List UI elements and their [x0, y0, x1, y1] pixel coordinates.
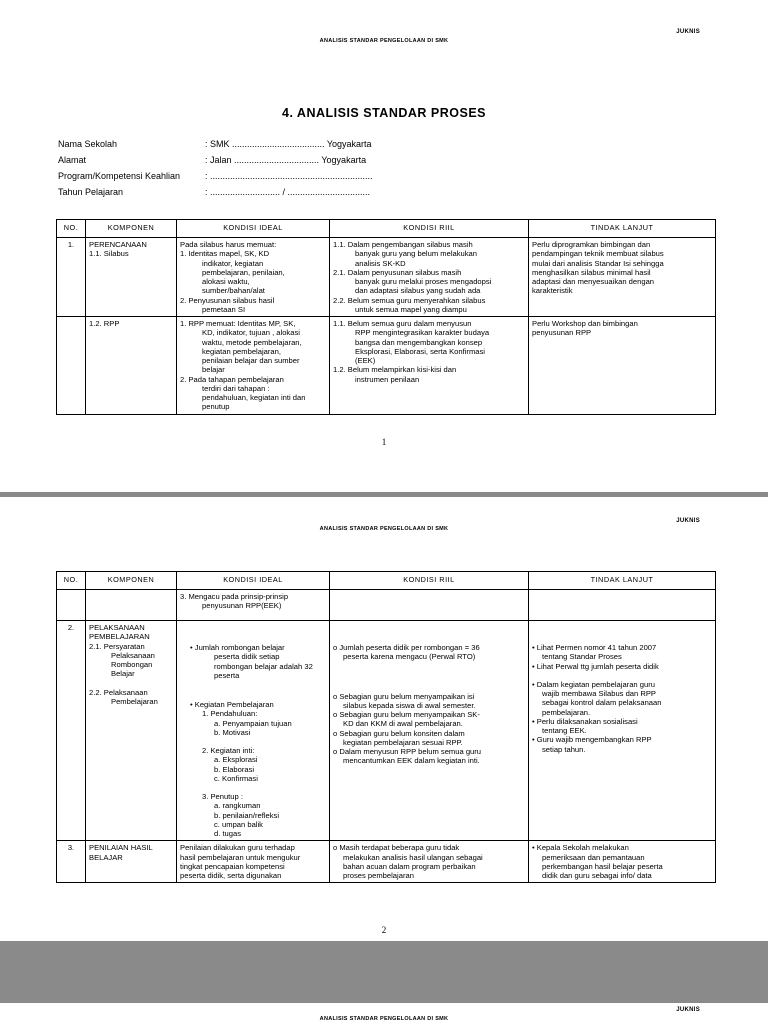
text-line: Pada silabus harus memuat: — [180, 240, 277, 249]
text-line: 1.1. Dalam pengembangan silabus masih — [333, 240, 473, 249]
cell-no — [57, 317, 86, 415]
cell-kondisi-ideal — [177, 841, 330, 883]
text-line: 2. Penyusunan silabus hasil — [180, 295, 275, 305]
table-header-row — [57, 220, 716, 238]
cell-komponen — [86, 841, 177, 883]
text-line: tingkat pencapaian kompetensi — [180, 861, 285, 871]
text-line: Pelaksanaan — [111, 650, 155, 660]
text-line: 2. Pada tahapan pembelajaran — [180, 374, 284, 384]
text-line: b. penilaian/refleksi — [214, 810, 280, 820]
text-line: kegiatan pembelajaran sesuai RPP. — [343, 737, 463, 747]
cell-kondisi-riil — [330, 238, 529, 317]
text-line: 1.1. Belum semua guru dalam menyusun — [333, 319, 472, 328]
text-line: didik dan guru sebagai info/ data — [542, 871, 652, 880]
text-line: 1.1. Silabus — [89, 249, 129, 259]
cell-tindak-lanjut — [529, 841, 716, 883]
text-line: adaptasi dan menyesuaikan dengan — [532, 277, 655, 286]
text-line: PEMBELAJARAN — [89, 632, 150, 642]
text-line: melakukan analisis hasil ulangan sebagai — [343, 852, 483, 862]
table-row — [57, 590, 716, 621]
text-line: 3. Penutup : — [202, 792, 243, 801]
info-value: : ............................ / ................................. — [205, 187, 371, 197]
text-line: hasil pembelajaran untuk mengukur — [180, 852, 301, 862]
spacer — [333, 662, 525, 692]
col-header-no: NO. — [57, 220, 86, 238]
info-value: : Jalan .................................. Yogyakarta — [205, 155, 367, 165]
text-line: o Masih terdapat beberapa guru tidak — [333, 843, 460, 853]
cell-tindak-lanjut — [529, 590, 716, 621]
text-line: • Guru wajib mengembangkan RPP — [532, 735, 652, 745]
table-row — [57, 238, 716, 317]
col-header-riil: KONDISI RIIL — [330, 220, 529, 238]
text-line: 2.1. Dalam penyusunan silabus masih — [333, 267, 462, 277]
cell-kondisi-riil — [330, 590, 529, 621]
cell-no — [57, 590, 86, 621]
text-line: tentang Standar Proses — [542, 652, 622, 662]
text-line: PENILAIAN HASIL — [89, 843, 153, 853]
info-value: : SMK ..................................... Yogyakarta — [205, 139, 372, 149]
table-row — [57, 317, 716, 415]
text-line: instrumen penilaan — [355, 374, 420, 384]
table-row — [57, 841, 716, 883]
text-line: Perlu diprogramkan bimbingan dan — [532, 240, 651, 249]
table-row — [57, 621, 716, 841]
text-line: sumber/bahan/alat — [202, 286, 265, 296]
col-header-komponen: KOMPONEN — [86, 220, 177, 238]
text-line: d. tugas — [214, 829, 242, 838]
col-header-ideal: KONDISI IDEAL — [177, 220, 330, 238]
text-line: PELAKSANAAN — [89, 623, 145, 632]
text-line: b. Motivasi — [214, 727, 251, 737]
text-line: KD, indikator, tujuan , alokasi — [202, 328, 300, 338]
text-line: penilaian belajar dan sumber — [202, 356, 300, 365]
page-number: 2 — [381, 925, 387, 935]
cell-komponen — [86, 317, 177, 415]
col-header-komponen: KOMPONEN — [86, 572, 177, 590]
info-label: Program/Kompetensi Keahlian — [58, 171, 181, 181]
text-line: banyak guru melalui proses mengadopsi — [355, 277, 492, 286]
analysis-table-page-1 — [56, 219, 716, 415]
text-line: silabus kepada siswa di awal semester. — [343, 700, 476, 710]
corner-label: JUKNIS — [676, 29, 700, 35]
col-header-no: NO. — [57, 572, 86, 590]
text-line: (EEK) — [355, 356, 376, 365]
text-line: • Dalam kegiatan pembelajaran guru — [532, 679, 655, 689]
text-line: untuk semua mapel yang diampu — [355, 304, 467, 314]
text-line: pendampingan teknik membuat silabus — [532, 249, 664, 259]
text-line: • Lihat Permen nomor 41 tahun 2007 — [532, 643, 657, 652]
cell-no: 1. — [57, 238, 86, 317]
text-line: peserta didik setiap — [214, 652, 280, 662]
text-line: • Perlu dilaksanakan sosialisasi — [532, 716, 638, 726]
text-line: analisis SK-KD — [355, 258, 406, 268]
text-line: peserta — [214, 670, 240, 680]
text-line: sebagai kontrol dalam pelaksanaan — [542, 698, 662, 708]
cell-kondisi-riil — [330, 317, 529, 415]
text-line: Penilaian dilakukan guru terhadap — [180, 843, 295, 853]
text-line: • Lihat Perwal ttg jumlah peserta didik — [532, 661, 659, 671]
text-line: 1.2. Belum melampirkan kisi-kisi dan — [333, 365, 457, 375]
text-line: bangsa dan mengembangkan konsep — [355, 337, 483, 347]
text-line: banyak guru yang belum melakukan — [355, 249, 477, 259]
text-line: proses pembelajaran — [343, 871, 414, 880]
text-line: o Sebagian guru belum konsiten dalam — [333, 728, 465, 738]
cell-kondisi-ideal — [177, 590, 330, 621]
text-line: 1. Pendahuluan: — [202, 709, 258, 719]
cell-tindak-lanjut — [529, 621, 716, 841]
text-line: o Sebagian guru belum menyampaikan isi — [333, 691, 475, 701]
table-header-row — [57, 572, 716, 590]
text-line: setiap tahun. — [542, 744, 586, 754]
cell-kondisi-ideal — [177, 317, 330, 415]
text-line: menghasilkan silabus minimal hasil — [532, 267, 651, 277]
cell-komponen — [86, 621, 177, 841]
text-line: karakteristik — [532, 286, 573, 296]
text-line: 3. Mengacu pada prinsip-prinsip — [180, 592, 289, 601]
cell-no: 3. — [57, 841, 86, 883]
text-line: penyusunan RPP(EEK) — [202, 601, 282, 611]
col-header-tindak: TINDAK LANJUT — [529, 572, 716, 590]
text-line: • Kegiatan Pembelajaran — [190, 700, 274, 709]
text-line: KD dan KKM di awal pembelajaran. — [343, 719, 463, 729]
text-line: Rombongan — [111, 660, 153, 669]
text-line: penyusunan RPP — [532, 328, 592, 338]
text-line: pemetaan SI — [202, 304, 246, 314]
text-line: perkembangan hasil belajar peserta — [542, 861, 663, 871]
text-line: kegiatan pembelajaran, — [202, 346, 281, 356]
text-line: penutup — [202, 402, 230, 412]
text-line: Pembelajaran — [111, 696, 158, 706]
col-header-tindak: TINDAK LANJUT — [529, 220, 716, 238]
text-line: 1.2. RPP — [89, 319, 120, 328]
text-line: Eksplorasi, Elaborasi, serta Konfirmasi — [355, 346, 485, 356]
text-line: pemeriksaan dan pemantauan — [542, 852, 645, 862]
info-label: Alamat — [58, 155, 87, 165]
document-page-3 — [0, 1003, 768, 1033]
info-label: Tahun Pelajaran — [58, 187, 124, 197]
text-line: terdiri dari tahapan : — [202, 383, 270, 393]
cell-no: 2. — [57, 621, 86, 841]
running-header: ANALISIS STANDAR PENGELOLAAN DI SMK — [319, 1016, 449, 1022]
text-line: alokasi waktu, — [202, 277, 250, 286]
text-line: Belajar — [111, 669, 135, 679]
text-line: mencantumkan EEK dalam kegiatan inti. — [343, 756, 480, 766]
text-line: 2. Kegiatan inti: — [202, 746, 255, 755]
text-line: tentang EEK. — [542, 726, 587, 735]
spacer — [532, 623, 712, 643]
info-label: Nama Sekolah — [58, 139, 118, 149]
text-line: wajib membawa Silabus dan RPP — [542, 689, 656, 698]
spacer — [180, 680, 326, 700]
text-line: BELAJAR — [89, 852, 123, 862]
corner-label: JUKNIS — [676, 518, 700, 524]
cell-kondisi-riil — [330, 621, 529, 841]
spacer — [333, 623, 525, 643]
text-line: peserta karena mengacu (Perwal RTO) — [343, 652, 476, 662]
document-page-2 — [0, 497, 768, 941]
text-line: pembelajaran, penilaian, — [202, 267, 285, 277]
info-value: : ................................................................. — [205, 171, 373, 181]
analysis-table-page-2 — [56, 571, 716, 883]
text-line: dan adaptasi silabus yang sudah ada — [355, 286, 481, 296]
col-header-riil: KONDISI RIIL — [330, 572, 529, 590]
spacer — [180, 783, 326, 792]
text-line: • Jumlah rombongan belajar — [190, 643, 285, 652]
col-header-ideal: KONDISI IDEAL — [177, 572, 330, 590]
text-line: peserta didik, serta digunakan — [180, 871, 282, 880]
spacer — [180, 623, 326, 643]
cell-komponen — [86, 238, 177, 317]
text-line: rombongan belajar adalah 32 — [214, 661, 313, 671]
text-line: indikator, kegiatan — [202, 258, 264, 268]
cell-kondisi-ideal — [177, 621, 330, 841]
running-header: ANALISIS STANDAR PENGELOLAAN DI SMK — [319, 38, 449, 44]
cell-tindak-lanjut — [529, 317, 716, 415]
text-line: o Jumlah peserta didik per rombongan = 36 — [333, 643, 480, 652]
text-line: o Sebagian guru belum menyampaikan SK- — [333, 710, 480, 719]
page-number: 1 — [381, 437, 387, 447]
cell-kondisi-riil — [330, 841, 529, 883]
text-line: 1. RPP memuat: Identitas MP, SK, — [180, 319, 296, 328]
text-line: bahan acuan dalam program perbaikan — [343, 861, 476, 871]
text-line: pendahuluan, kegiatan inti dan — [202, 393, 306, 402]
cell-komponen — [86, 590, 177, 621]
text-line: • Kepala Sekolah melakukan — [532, 843, 629, 853]
text-line: PERENCANAAN — [89, 240, 147, 249]
text-line: o Dalam menyusun RPP belum semua guru — [333, 747, 482, 756]
text-line: b. Elaborasi — [214, 764, 255, 774]
text-line: 2.2. Pelaksanaan — [89, 687, 148, 697]
text-line: 2.1. Persyaratan — [89, 641, 145, 651]
text-line: pembelajaran. — [542, 707, 591, 717]
page-title: 4. ANALISIS STANDAR PROSES — [282, 106, 486, 120]
cell-kondisi-ideal — [177, 238, 330, 317]
text-line: Perlu Workshop dan bimbingan — [532, 319, 638, 328]
text-line: a. rangkuman — [214, 801, 261, 811]
text-line: a. Penyampaian tujuan — [214, 718, 292, 728]
corner-label: JUKNIS — [676, 1007, 700, 1013]
spacer — [532, 671, 712, 680]
text-line: belajar — [202, 365, 225, 375]
text-line: a. Eksplorasi — [214, 755, 258, 765]
text-line: mulai dari analisis Standar Isi sehingga — [532, 258, 664, 268]
text-line: RPP mengintegrasikan karakter budaya — [355, 328, 490, 338]
text-line: c. Konfirmasi — [214, 773, 258, 783]
document-page-1 — [0, 0, 768, 492]
spacer — [89, 679, 173, 688]
running-header: ANALISIS STANDAR PENGELOLAAN DI SMK — [319, 526, 449, 532]
text-line: 2.2. Belum semua guru menyerahkan silabus — [333, 295, 486, 305]
spacer — [180, 737, 326, 746]
cell-tindak-lanjut — [529, 238, 716, 317]
text-line: c. umpan balik — [214, 819, 263, 829]
text-line: waktu, metode pembelajaran, — [202, 337, 302, 347]
text-line: 1. Identitas mapel, SK, KD — [180, 249, 270, 259]
